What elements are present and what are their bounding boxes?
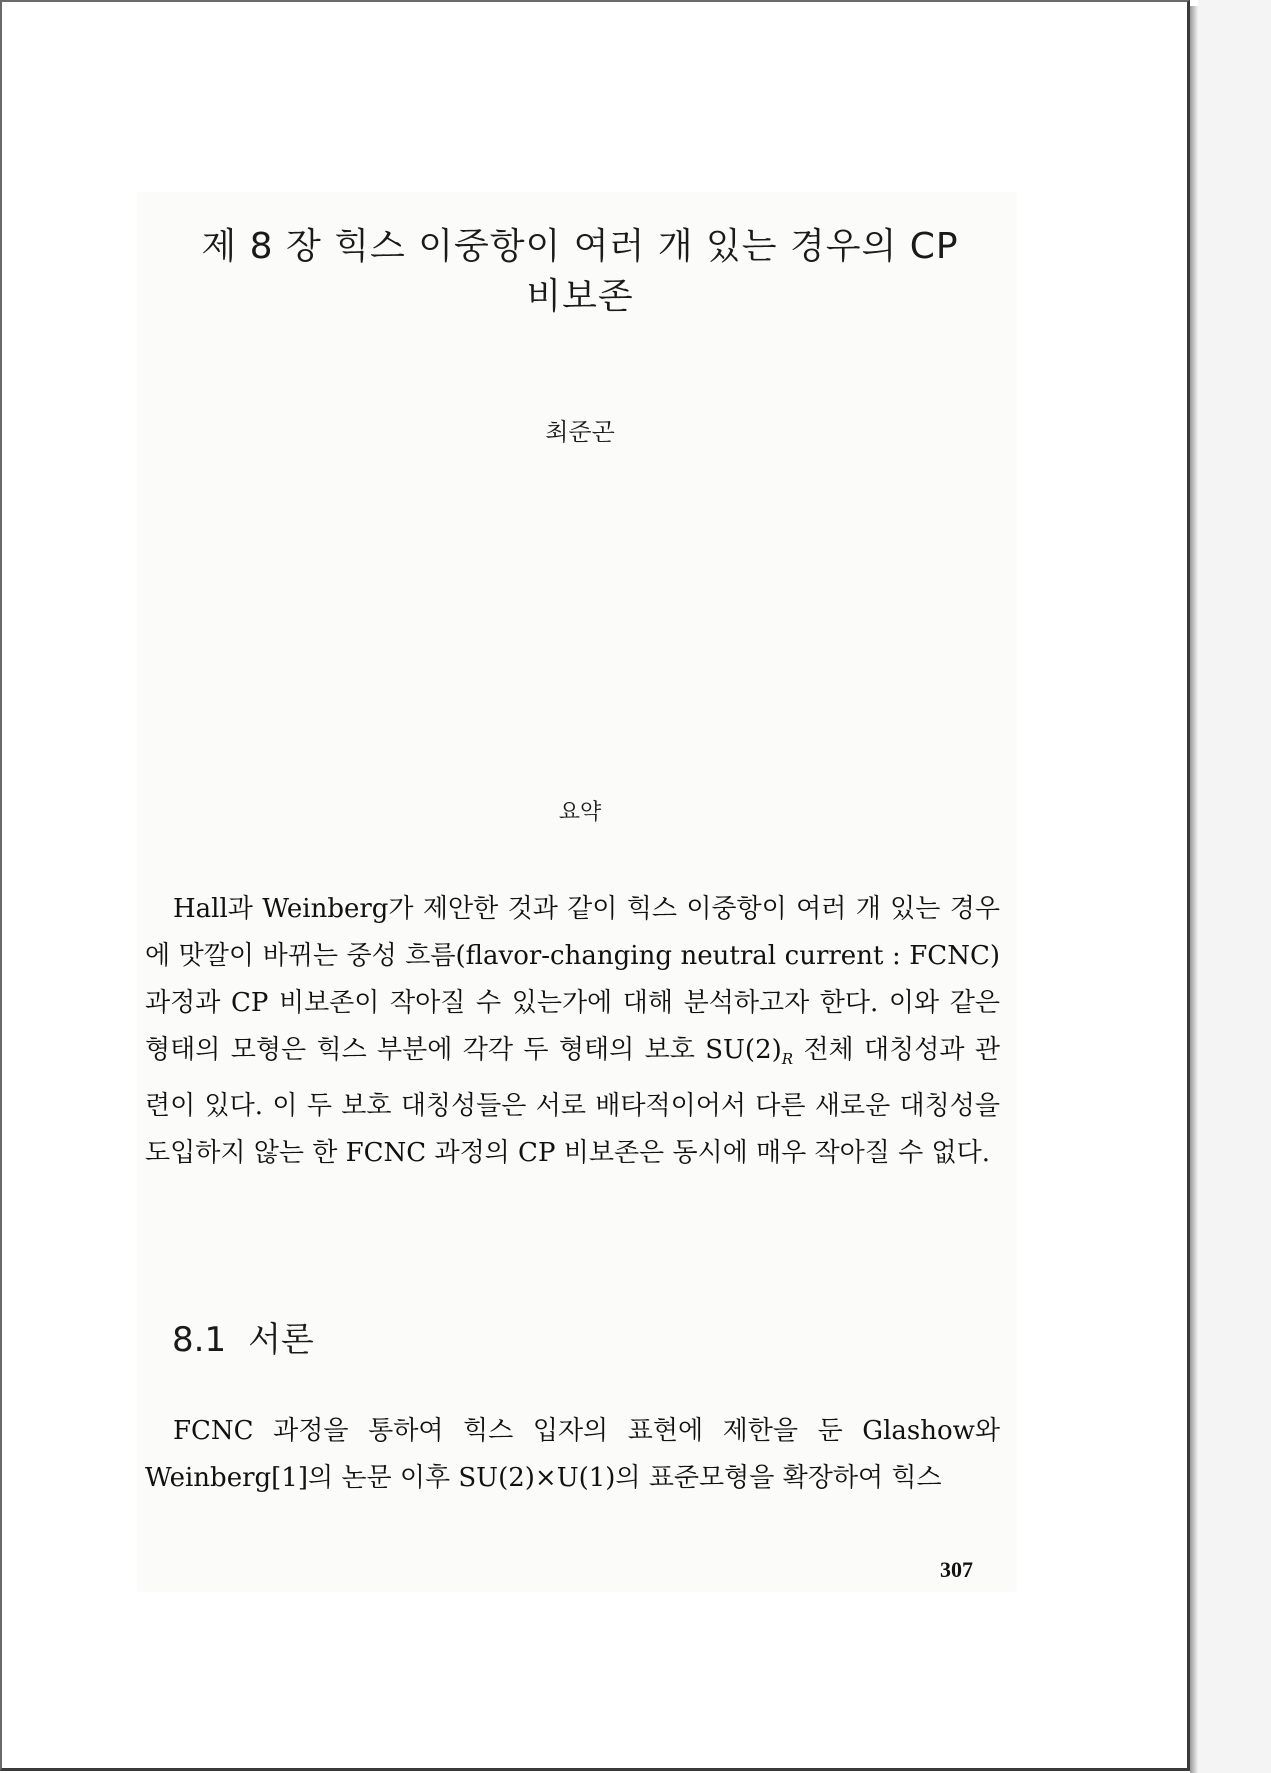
abstract-text-part-2: 전체 대칭성과 관련이 있다. 이 두 보호 대칭성들은 서로 배타적이어서 다른 새로운 대칭성을 도입하지 않는 한 FCNC 과정의 CP 비보존은 동시에 매우 작아질 수 없다. <box>145 1035 1001 1169</box>
page-number: 307 <box>940 1557 973 1582</box>
viewer-background <box>1198 0 1271 1773</box>
abstract-subscript: R <box>781 1050 794 1069</box>
page-shadow <box>1190 6 1198 1773</box>
chapter-title-line-2: 비보존 <box>526 276 634 317</box>
section-title: 서론 <box>248 1320 314 1360</box>
abstract-text-part-1: Hall과 Weinberg가 제안한 것과 같이 힉스 이중항이 여러 개 있는 경우에 맛깔이 바뀌는 중성 흐름(flavor-changing neutral current : FCNC) 과정과 CP 비보존이 작아질 수 있는가에 대해 분석하고자 한다. 이와 같은 형태의 모형은 힉스 부분에 각각 두 형태의 보호 SU(2) <box>145 894 1000 1065</box>
chapter-title <box>150 222 1010 322</box>
section-paragraph: FCNC 과정을 통하여 힉스 입자의 표현에 제한을 둔 Glashow와 Weinberg[1]의 논문 이후 SU(2)×U(1)의 표준모형을 확장하여 힉스 <box>145 1416 1000 1493</box>
abstract-heading: 요약 <box>558 800 602 825</box>
chapter-title-line-1: 제 8 장 힉스 이중항이 여러 개 있는 경우의 CP <box>201 226 959 267</box>
author-name: 최준곤 <box>545 418 615 446</box>
section-heading <box>172 1312 314 1361</box>
section-number: 8.1 <box>172 1320 227 1360</box>
abstract-paragraph <box>145 886 1000 1177</box>
